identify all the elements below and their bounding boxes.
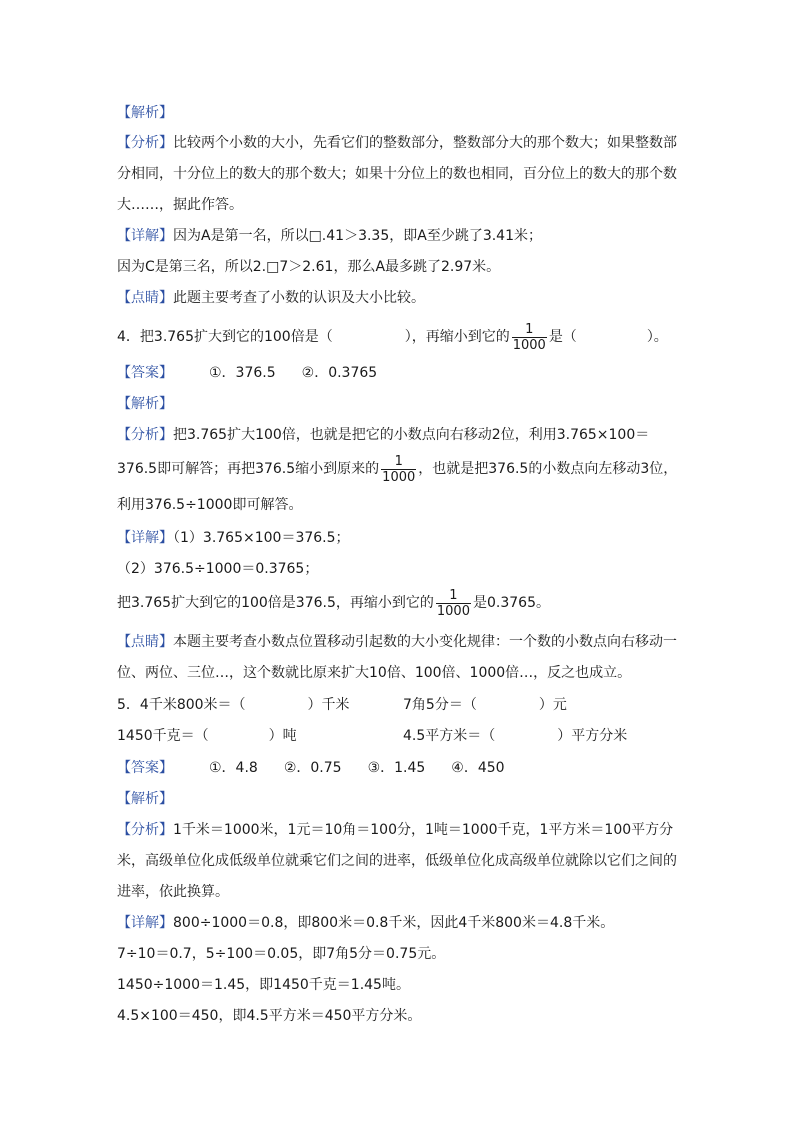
detail-text: 是0.3765。 [472,595,550,611]
analysis-paragraph [117,134,677,152]
question-text: ）元 [538,697,567,713]
detail-text: （1）3.765×100＝376.5； [173,530,350,546]
remark-text: 本题主要考查小数点位置移动引起数的大小变化规律：一个数的小数点向右移动一 [173,634,677,650]
fraction [381,454,416,485]
detail-text: 4.5×100＝450，即4.5平方米＝450平方分米。 [117,1008,422,1024]
analysis-label: 【分析】 [117,427,173,443]
detail-label: 【详解】 [117,530,173,546]
question-4-stem [117,318,668,356]
fraction-denominator: 1000 [436,603,470,619]
fraction-denominator: 1000 [512,337,546,353]
detail-label: 【详解】 [117,915,173,931]
question-text: ）千米 [307,697,350,713]
analysis-text: 376.5即可解答；再把376.5缩小到原来的 [117,461,380,477]
question-text: 4.5平方米＝（ [403,728,496,744]
answer-label: 【答案】 [117,760,173,776]
question-text: 7角5分＝（ [403,697,477,713]
fraction-numerator: 1 [436,588,471,604]
answer-value: ④．450 [451,760,505,776]
answer-value: ①．4.8 [209,760,258,776]
fraction-numerator: 1 [512,322,547,338]
answer-value: ②．0.75 [283,760,342,776]
detail-text: 7÷10＝0.7，5÷100＝0.05，即7角5分＝0.75元。 [117,946,446,962]
fraction-denominator: 1000 [382,469,416,485]
fraction [512,322,547,353]
question-text: 1450千克＝（ [117,728,209,744]
remark-label: 【点睛】 [117,634,173,650]
analysis-paragraph [117,426,649,444]
section-heading-jiexi: 【解析】 [117,396,173,412]
analysis-label: 【分析】 [117,135,173,151]
answer-value: ①．376.5 [209,365,276,381]
detail-text: 1450÷1000＝1.45，即1450千克＝1.45吨。 [117,977,410,993]
detail-text: （2）376.5÷1000＝0.3765； [117,561,319,577]
detail-text: 因为A是第一名，所以□.41＞3.35，即A至少跳了3.41米； [173,228,542,244]
remark-paragraph [117,289,425,307]
section-heading-jiexi: 【解析】 [117,791,173,807]
analysis-text: 米，高级单位化成低级单位就乘它们之间的进率，低级单位化成高级单位就除以它们之间的 [117,853,677,869]
analysis-text: 1千米＝1000米，1元＝10角＝100分，1吨＝1000千克，1平方米＝100平方分 [173,822,674,838]
fraction [436,588,471,619]
question-text: ）平方分米 [557,728,628,744]
analysis-text: 进率，依此换算。 [117,884,229,900]
detail-paragraph [117,227,542,245]
question-text: ），再缩小到它的 [404,329,510,345]
question-text: 是（ [548,329,577,345]
answer-value: ②．0.3765 [301,365,378,381]
detail-text [117,584,550,622]
question-text: ）吨 [268,728,297,744]
remark-label: 【点睛】 [117,290,173,306]
detail-text: 把3.765扩大到它的100倍是376.5，再缩小到它的 [117,595,434,611]
analysis-text: 利用376.5÷1000即可解答。 [117,497,303,513]
question-text: ）。 [646,329,668,345]
analysis-text: 分相同，十分位上的数大的那个数大；如果十分位上的数也相同，百分位上的数大的那个数 [117,166,677,182]
detail-text: 因为C是第三名，所以2.□7＞2.61，那么A最多跳了2.97米。 [117,259,501,275]
question-text: 5．4千米800米＝（ [117,697,246,713]
question-5-stem-line1b [403,696,567,714]
answer-paragraph [117,364,377,382]
analysis-label: 【分析】 [117,822,173,838]
analysis-text: 把3.765扩大100倍，也就是把它的小数点向右移动2位，利用3.765×100＝ [173,427,650,443]
detail-paragraph [117,529,350,547]
analysis-text: 大……，据此作答。 [117,197,243,213]
question-5-stem-line2b [403,727,627,745]
analysis-text: 比较两个小数的大小，先看它们的整数部分，整数部分大的那个数大；如果整数部 [173,135,677,151]
remark-paragraph [117,633,677,651]
fraction-numerator: 1 [381,454,416,470]
question-5-stem-line1 [117,696,350,714]
detail-label: 【详解】 [117,228,173,244]
answer-value: ③．1.45 [367,760,426,776]
remark-text: 此题主要考查了小数的认识及大小比较。 [173,290,425,306]
detail-text: 800÷1000＝0.8，即800米＝0.8千米，因此4千米800米＝4.8千米。 [173,915,615,931]
question-5-stem-line2 [117,727,297,745]
question-text: 4．把3.765扩大到它的100倍是（ [117,329,333,345]
section-heading-jiexi: 【解析】 [117,105,173,121]
answer-label: 【答案】 [117,365,173,381]
detail-paragraph [117,914,614,932]
analysis-paragraph [117,821,673,839]
analysis-text [117,450,677,488]
answer-paragraph [117,759,505,777]
analysis-text: ，也就是把376.5的小数点向左移动3位， [418,461,678,477]
remark-text: 位、两位、三位…，这个数就比原来扩大10倍、100倍、1000倍…，反之也成立。 [117,665,632,681]
